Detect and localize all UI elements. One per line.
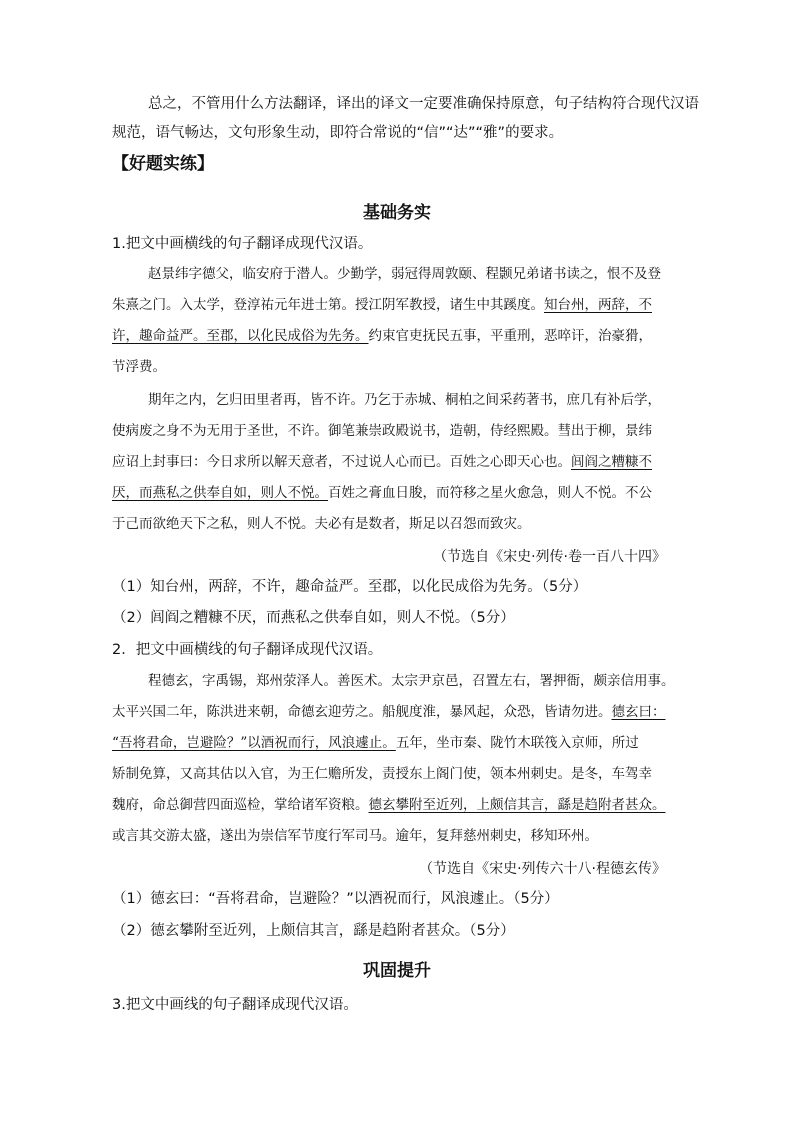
q1-passage-line-4: 节浮费。 <box>112 359 166 375</box>
q1-underlined-sentence-1b: 许，趣命益严。 <box>112 328 207 344</box>
q2-passage-line-4: 矫制免算，又高其估以入官，为王仁赡所发，责授东上阁门使，领本州刺史。是冬，车驾幸 <box>112 766 652 782</box>
q1-passage-line-8 <box>112 483 652 503</box>
q2-passage-line-6: 或言其交游太盛，遂出为崇信军节度行军司马。逾年，复拜慈州刺史，移知环州。 <box>112 828 598 844</box>
q1-passage-text: 百姓之膏血日朘，而符移之星火愈急，则人不悦。不公 <box>328 485 652 501</box>
section-title-advanced: 巩固提升 <box>363 961 431 981</box>
q1-passage-line-9: 于己而欲绝天下之私，则人不悦。夫必有是数者，斯足以召怨而致灾。 <box>112 516 531 532</box>
q1-passage-line-3 <box>112 326 652 346</box>
q1-passage-text: 约束官吏抚民五事，平重刑，恶啐讦，治豪猾， <box>368 328 652 344</box>
q2-underlined-sentence-1b: “吾将君命，岂避险？”以酒祝而行，风浪遽止。 <box>112 735 396 751</box>
q2-source: （节选自《宋史·列传六十八·程德玄传》 <box>419 861 666 877</box>
q1-passage-line-5: 期年之内，乞归田里者再，皆不许。乃乞于赤城、桐柏之间采药著书，庶几有补后学， <box>148 392 661 408</box>
q1-passage-text: 朱熹之门。入太学，登淳祐元年进士第。授江阴军教授，诸生中其蹊度。 <box>112 297 544 313</box>
practice-title: 【好题实练】 <box>112 154 214 174</box>
q1-underlined-sentence-1c: 至郡，以化民成俗为先务。 <box>206 328 369 344</box>
q1-passage-line-6: 使病废之身不为无用于圣世，不许。御笔兼崇政殿说书，造朝，侍经熙殿。彗出于柳，景纬 <box>112 423 652 439</box>
q1-underlined-sentence-1a: 知台州，两辞，不 <box>544 297 652 313</box>
q2-passage-line-2 <box>112 702 666 722</box>
q2-passage-line-3 <box>112 733 639 753</box>
q1-source: （节选自《宋史·列传·卷一百八十四》 <box>433 549 666 565</box>
q1-subquestion-1: （1）知台州，两辞，不许，趣命益严。至郡，以化民成俗为先务。（5分） <box>112 579 588 595</box>
q2-passage-text: 五年，坐市秦、陇竹木联筏入京师，所过 <box>395 735 639 751</box>
intro-line-2: 规范，语气畅达，文句形象生动，即符合常说的“信”“达”“雅”的要求。 <box>112 125 564 141</box>
q1-passage-line-1: 赵景纬字德父，临安府于潜人。少勤学，弱冠得周敦颐、程颢兄弟诸书读之，恨不及登 <box>148 266 661 282</box>
q1-title: 1.把文中画横线的句子翻译成现代汉语。 <box>112 236 373 252</box>
q1-subquestion-2: （2）闾阎之糟糠不厌，而燕私之供奉自如，则人不悦。（5分） <box>112 610 515 626</box>
q1-passage-text: 应诏上封事曰：今日求所以解天意者，不过说人心而已。百姓之心即天心也。 <box>112 454 571 470</box>
q1-passage-line-7 <box>112 452 652 472</box>
q2-passage-text: 魏府，命总御营四面巡检，掌给诸军资粮。 <box>112 797 369 813</box>
q2-subquestion-1: （1）德玄曰：“吾将君命，岂避险？”以酒祝而行，风浪遽止。（5分） <box>112 891 559 907</box>
intro-line-1: 总之，不管用什么方法翻译，译出的译文一定要准确保持原意，句子结构符合现代汉语 <box>148 96 699 112</box>
q1-underlined-sentence-2b: 厌，而燕私之供奉自如，则人不悦。 <box>112 485 328 501</box>
q2-underlined-sentence-2: 德玄攀附至近列，上颇信其言，繇是趋附者甚众。 <box>368 797 666 813</box>
q2-passage-line-1: 程德玄，字禹锡，郑州荥泽人。善医术。太宗尹京邑，召置左右，署押衙，颇亲信用事。 <box>148 673 675 689</box>
q1-underlined-sentence-2a: 闾阎之糟糠不 <box>571 454 652 470</box>
q2-title: 2．把文中画横线的句子翻译成现代汉语。 <box>112 642 383 658</box>
q2-passage-text: 太平兴国二年，陈洪进来朝，命德玄迎劳之。船舰度淮，暴风起，众恐，皆请勿进。 <box>112 704 612 720</box>
q2-underlined-sentence-1a: 德玄曰： <box>611 704 666 720</box>
q1-passage-line-2 <box>112 295 652 315</box>
q2-subquestion-2: （2）德玄攀附至近列，上颇信其言，繇是趋附者甚众。（5分） <box>112 923 515 939</box>
q2-passage-line-5 <box>112 795 666 815</box>
section-title-basic: 基础务实 <box>363 203 431 223</box>
q3-title: 3.把文中画线的句子翻译成现代汉语。 <box>112 997 358 1013</box>
